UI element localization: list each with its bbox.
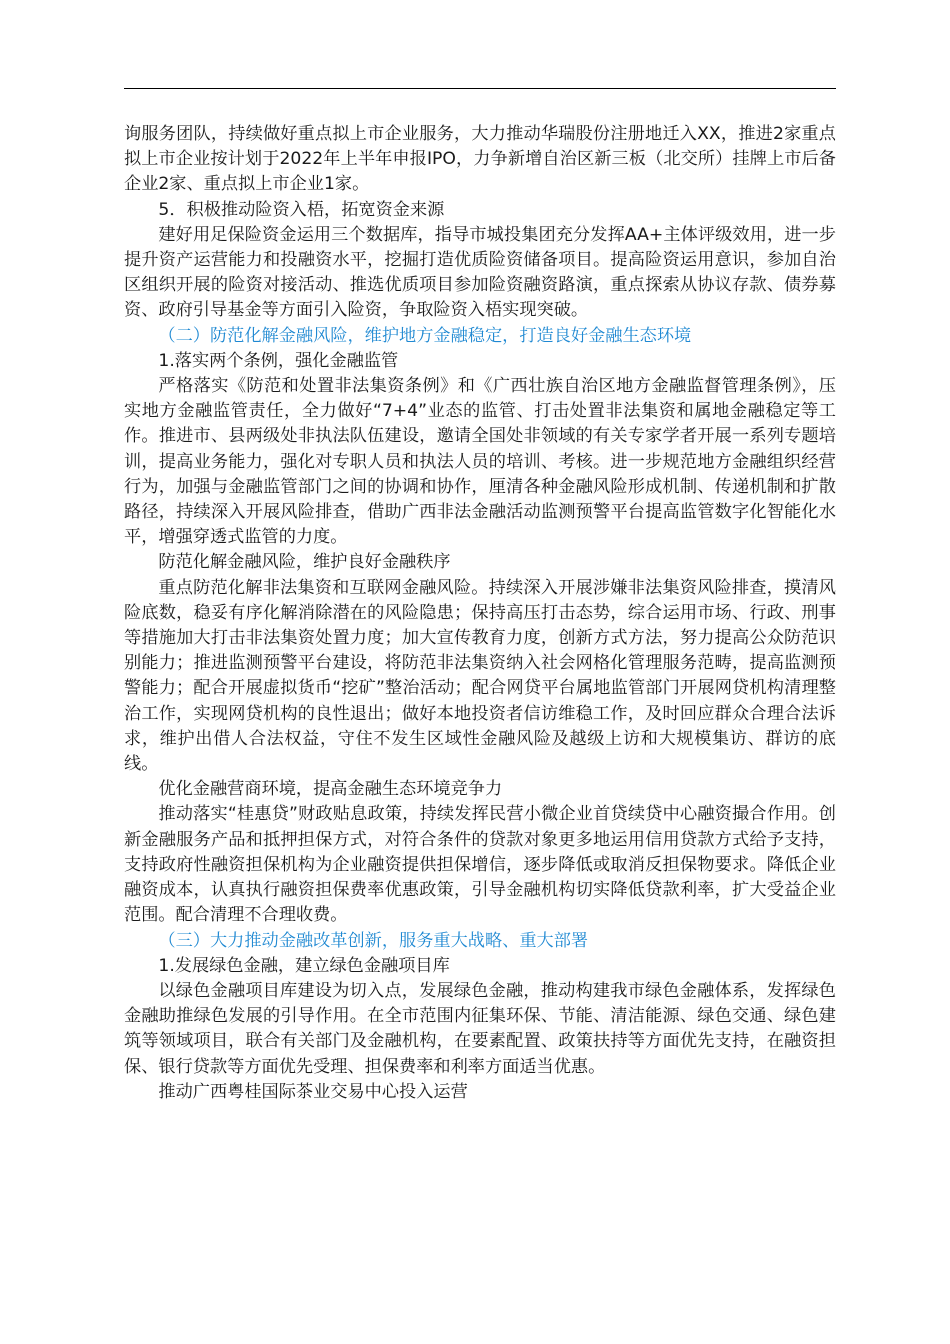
subheading-1: 1.落实两个条例，强化金融监管 [158, 350, 399, 371]
paragraph: 建好用足保险资金运用三个数据库，指导市城投集团充分发挥AA+主体评级效用，进一步提升资产运营能力和投融资水平，挖掘打造优质险资储备项目。提高险资运用意识，参加自治区组织开展的险资对接活动、推选优质项目参加险资融资路演，重点探索从协议存款、债券募资、政府引导基金等方面引入险资，争取险资入梧实现突破。 [124, 224, 836, 321]
subheading: 推动广西粤桂国际茶业交易中心投入运营 [158, 1081, 468, 1102]
subheading: 优化金融营商环境，提高金融生态环境竞争力 [158, 779, 503, 800]
paragraph: 严格落实《防范和处置非法集资条例》和《广西壮族自治区地方金融监督管理条例》，压实地方金融监管责任，全力做好“7+4”业态的监管、打击处置非法集资和属地金融稳定等工作。推进市、县两级处非执法队伍建设，邀请全国处非领域的有关专家学者开展一系列专题培训，提高业务能力，强化对专职人员和执法人员的培训、考核。进一步规范地方金融组织经营行为，加强与金融监管部门之间的协调和协作，厘清各种金融风险形成机制、传递机制和扩散路径，持续深入开展风险排查，借助广西非法金融活动监测预警平台提高监管数字化智能化水平，增强穿透式监管的力度。 [124, 376, 836, 548]
section-heading-3: （三）大力推动金融改革创新，服务重大战略、重大部署 [158, 930, 589, 951]
document-body [124, 122, 836, 1105]
subheading: 防范化解金融风险，维护良好金融秩序 [158, 552, 451, 573]
subheading-1: 1.发展绿色金融，建立绿色金融项目库 [158, 955, 450, 976]
paragraph: 重点防范化解非法集资和互联网金融风险。持续深入开展涉嫌非法集资风险排查，摸清风险底数，稳妥有序化解消除潜在的风险隐患；保持高压打击态势，综合运用市场、行政、刑事等措施加大打击非法集资处置力度；加大宣传教育力度，创新方式方法，努力提高公众防范识别能力；推进监测预警平台建设，将防范非法集资纳入社会网格化管理服务范畴，提高监测预警能力；配合开展虚拟货币“挖矿”整治活动；配合网贷平台属地监管部门开展网贷机构清理整治工作，实现网贷机构的良性退出；做好本地投资者信访维稳工作，及时回应群众合理合法诉求，维护出借人合法权益，守住不发生区域性金融风险及越级上访和大规模集访、群访的底线。 [124, 577, 836, 775]
paragraph: 询服务团队，持续做好重点拟上市企业服务，大力推动华瑞股份注册地迁入XX，推进2家重点拟上市企业按计划于2022年上半年申报IPO，力争新增自治区新三板（北交所）挂牌上市后备企业2家、重点拟上市企业1家。 [124, 124, 836, 195]
paragraph: 以绿色金融项目库建设为切入点，发展绿色金融，推动构建我市绿色金融体系，发挥绿色金融助推绿色发展的引导作用。在全市范围内征集环保、节能、清洁能源、绿色交通、绿色建筑等领域项目，联合有关部门及金融机构，在要素配置、政策扶持等方面优先支持，在融资担保、银行贷款等方面优先受理、担保费率和利率方面适当优惠。 [124, 980, 836, 1077]
paragraph: 推动落实“桂惠贷”财政贴息政策，持续发挥民营小微企业首贷续贷中心融资撮合作用。创新金融服务产品和抵押担保方式，对符合条件的贷款对象更多地运用信用贷款方式给予支持，支持政府性融资担保机构为企业融资提供担保增信，逐步降低或取消反担保物要求。降低企业融资成本，认真执行融资担保费率优惠政策，引导金融机构切实降低贷款利率，扩大受益企业范围。配合清理不合理收费。 [124, 804, 836, 926]
subheading-5: 5．积极推动险资入梧，拓宽资金来源 [158, 199, 445, 220]
section-heading-2: （二）防范化解金融风险，维护地方金融稳定，打造良好金融生态环境 [158, 325, 692, 346]
header-rule [124, 88, 836, 89]
